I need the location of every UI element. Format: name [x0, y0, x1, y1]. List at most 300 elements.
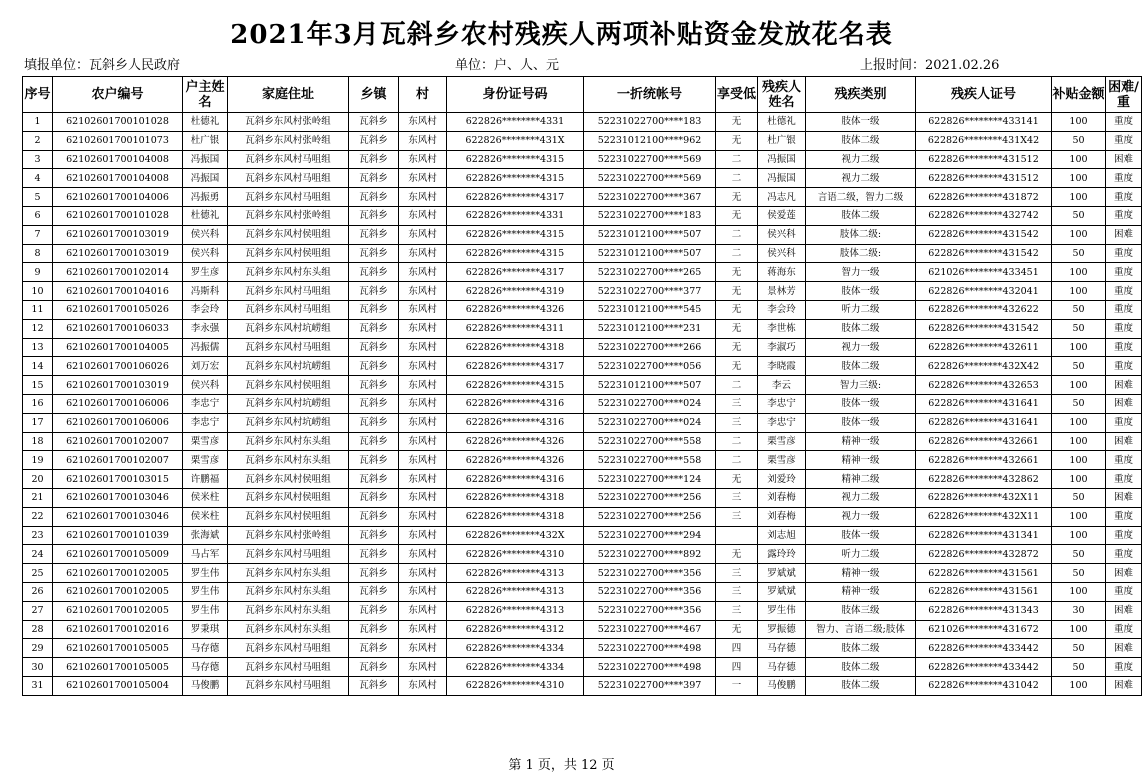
- table-cell: 50: [1052, 131, 1106, 150]
- table-cell: 62102601700102005: [53, 564, 183, 583]
- table-cell: 侯米柱: [183, 488, 228, 507]
- table-cell: 19: [23, 451, 53, 470]
- table-cell: 100: [1052, 150, 1106, 169]
- table-cell: 52231022700****397: [584, 676, 716, 695]
- table-cell: 瓦斜乡东风村马咀组: [228, 639, 349, 658]
- table-cell: 刘春梅: [758, 488, 806, 507]
- table-cell: 52231022700****356: [584, 601, 716, 620]
- table-cell: 东风村: [399, 206, 447, 225]
- table-cell: 622826********433442: [916, 658, 1052, 677]
- table-cell: 智力、言语二级;肢体: [806, 620, 916, 639]
- table-cell: 62102601700102007: [53, 451, 183, 470]
- table-cell: 622826********4334: [447, 639, 584, 658]
- table-cell: 李会玲: [758, 300, 806, 319]
- table-cell: 肢体二级: [806, 357, 916, 376]
- table-cell: 东风村: [399, 658, 447, 677]
- table-cell: 瓦斜乡东风村马咀组: [228, 188, 349, 207]
- table-row: [23, 169, 1142, 188]
- table-cell: 52231012100****507: [584, 244, 716, 263]
- table-cell: 瓦斜乡东风村马咀组: [228, 658, 349, 677]
- table-cell: 17: [23, 413, 53, 432]
- table-cell: 50: [1052, 319, 1106, 338]
- table-cell: 李世栋: [758, 319, 806, 338]
- table-cell: 重度: [1106, 526, 1142, 545]
- table-cell: 52231022700****294: [584, 526, 716, 545]
- table-cell: 100: [1052, 113, 1106, 132]
- table-cell: 东风村: [399, 169, 447, 188]
- col-header: 残疾人证号: [916, 77, 1052, 113]
- table-cell: 视力二级: [806, 488, 916, 507]
- table-row: [23, 263, 1142, 282]
- table-cell: 瓦斜乡: [349, 150, 399, 169]
- table-cell: 重度: [1106, 282, 1142, 301]
- table-cell: 瓦斜乡: [349, 658, 399, 677]
- table-cell: 李忠宁: [758, 394, 806, 413]
- filing-unit-label: 填报单位：瓦斜乡人民政府: [24, 58, 181, 73]
- table-row: [23, 188, 1142, 207]
- table-cell: 困难: [1106, 225, 1142, 244]
- table-cell: 马存德: [758, 639, 806, 658]
- table-cell: 10: [23, 282, 53, 301]
- table-row: [23, 206, 1142, 225]
- table-cell: 622826********431X: [447, 131, 584, 150]
- table-cell: 罗斌斌: [758, 582, 806, 601]
- table-cell: 622826********4317: [447, 263, 584, 282]
- col-header: 序号: [23, 77, 53, 113]
- table-cell: 马占军: [183, 545, 228, 564]
- table-cell: 东风村: [399, 338, 447, 357]
- table-cell: 重度: [1106, 451, 1142, 470]
- col-header: 残疾类别: [806, 77, 916, 113]
- table-cell: 52231022700****892: [584, 545, 716, 564]
- table-cell: 瓦斜乡东风村东头组: [228, 564, 349, 583]
- table-cell: 52231012100****231: [584, 319, 716, 338]
- col-header: 乡镇: [349, 77, 399, 113]
- table-cell: 27: [23, 601, 53, 620]
- table-cell: 52231022700****377: [584, 282, 716, 301]
- table-cell: 622826********4315: [447, 376, 584, 395]
- table-cell: 困难: [1106, 676, 1142, 695]
- table-cell: 困难: [1106, 150, 1142, 169]
- col-header: 村: [399, 77, 447, 113]
- table-cell: 622826********4315: [447, 150, 584, 169]
- table-cell: 62102601700101039: [53, 526, 183, 545]
- table-cell: 东风村: [399, 639, 447, 658]
- table-cell: 52231012100****507: [584, 376, 716, 395]
- table-cell: 肢体一级: [806, 113, 916, 132]
- table-cell: 21: [23, 488, 53, 507]
- table-cell: 622826********4316: [447, 394, 584, 413]
- table-cell: 重度: [1106, 357, 1142, 376]
- col-header: 农户编号: [53, 77, 183, 113]
- table-cell: 4: [23, 169, 53, 188]
- table-cell: 622826********431641: [916, 394, 1052, 413]
- table-cell: 重度: [1106, 206, 1142, 225]
- table-cell: 无: [716, 620, 758, 639]
- table-cell: 许鹏福: [183, 470, 228, 489]
- table-cell: 瓦斜乡东风村马咀组: [228, 150, 349, 169]
- table-cell: 52231022700****183: [584, 113, 716, 132]
- table-cell: 50: [1052, 244, 1106, 263]
- table-cell: 困难: [1106, 639, 1142, 658]
- table-row: [23, 150, 1142, 169]
- table-cell: 瓦斜乡东风村马咀组: [228, 338, 349, 357]
- table-cell: 困难: [1106, 488, 1142, 507]
- table-cell: 四: [716, 639, 758, 658]
- table-cell: 100: [1052, 582, 1106, 601]
- table-cell: 15: [23, 376, 53, 395]
- table-cell: 622826********4318: [447, 507, 584, 526]
- table-cell: 东风村: [399, 188, 447, 207]
- table-cell: 100: [1052, 451, 1106, 470]
- table-cell: 困难: [1106, 564, 1142, 583]
- table-cell: 瓦斜乡东风村东头组: [228, 432, 349, 451]
- table-cell: 景林芳: [758, 282, 806, 301]
- table-cell: 东风村: [399, 244, 447, 263]
- table-cell: 瓦斜乡: [349, 263, 399, 282]
- table-cell: 瓦斜乡东风村东头组: [228, 451, 349, 470]
- table-cell: 1: [23, 113, 53, 132]
- unit-measure-label: 单位：户、人、元: [455, 58, 560, 73]
- col-header: 身份证号码: [447, 77, 584, 113]
- table-cell: 100: [1052, 676, 1106, 695]
- table-cell: 冯斯科: [183, 282, 228, 301]
- table-cell: 听力二级: [806, 545, 916, 564]
- table-cell: 622826********4331: [447, 113, 584, 132]
- table-cell: 622826********431542: [916, 244, 1052, 263]
- table-cell: 22: [23, 507, 53, 526]
- table-cell: 18: [23, 432, 53, 451]
- table-cell: 瓦斜乡: [349, 564, 399, 583]
- table-cell: 瓦斜乡东风村马咀组: [228, 300, 349, 319]
- table-cell: 7: [23, 225, 53, 244]
- table-cell: 李忠宁: [758, 413, 806, 432]
- table-cell: 重度: [1106, 169, 1142, 188]
- table-cell: 622826********431542: [916, 319, 1052, 338]
- table-cell: 智力三级:: [806, 376, 916, 395]
- table-row: [23, 357, 1142, 376]
- table-cell: 李忠宁: [183, 413, 228, 432]
- table-cell: 精神二级: [806, 470, 916, 489]
- table-cell: 瓦斜乡: [349, 413, 399, 432]
- table-cell: 622826********432622: [916, 300, 1052, 319]
- table-cell: 三: [716, 488, 758, 507]
- table-cell: 重度: [1106, 338, 1142, 357]
- table-cell: 李淑巧: [758, 338, 806, 357]
- table-cell: 622826********4317: [447, 188, 584, 207]
- table-cell: 瓦斜乡: [349, 131, 399, 150]
- document-title: 2021年3月瓦斜乡农村残疾人两项补贴资金发放花名表: [230, 20, 893, 50]
- table-cell: 东风村: [399, 300, 447, 319]
- table-cell: 瓦斜乡东风村马咀组: [228, 676, 349, 695]
- table-cell: 50: [1052, 545, 1106, 564]
- table-cell: 重度: [1106, 244, 1142, 263]
- table-cell: 东风村: [399, 488, 447, 507]
- table-row: [23, 131, 1142, 150]
- table-cell: 侯兴科: [183, 376, 228, 395]
- table-cell: 622826********432862: [916, 470, 1052, 489]
- table-cell: 无: [716, 113, 758, 132]
- table-cell: 栗雪彦: [183, 451, 228, 470]
- table-cell: 52231022700****256: [584, 488, 716, 507]
- table-cell: 100: [1052, 376, 1106, 395]
- table-cell: 困难: [1106, 376, 1142, 395]
- table-cell: 冯振国: [758, 150, 806, 169]
- table-cell: 东风村: [399, 225, 447, 244]
- table-cell: 重度: [1106, 131, 1142, 150]
- table-cell: 622826********4310: [447, 545, 584, 564]
- table-cell: 100: [1052, 470, 1106, 489]
- table-cell: 瓦斜乡东风村侯咀组: [228, 376, 349, 395]
- table-cell: 瓦斜乡: [349, 545, 399, 564]
- table-cell: 罗生彦: [183, 263, 228, 282]
- table-row: [23, 507, 1142, 526]
- col-header: 残疾人姓名: [758, 77, 806, 113]
- table-cell: 100: [1052, 263, 1106, 282]
- table-cell: 29: [23, 639, 53, 658]
- table-cell: 622826********432661: [916, 451, 1052, 470]
- table-cell: 62102601700105004: [53, 676, 183, 695]
- table-cell: 62102601700104008: [53, 169, 183, 188]
- table-cell: 肢体二级: [806, 658, 916, 677]
- table-cell: 三: [716, 582, 758, 601]
- table-cell: 重度: [1106, 188, 1142, 207]
- table-cell: 瓦斜乡: [349, 601, 399, 620]
- table-cell: 13: [23, 338, 53, 357]
- table-cell: 14: [23, 357, 53, 376]
- report-date-label: 上报时间：2021.02.26: [860, 58, 1000, 73]
- table-cell: 重度: [1106, 620, 1142, 639]
- table-cell: 李会玲: [183, 300, 228, 319]
- table-cell: 622826********433141: [916, 113, 1052, 132]
- table-cell: 侯米柱: [183, 507, 228, 526]
- table-cell: 52231012100****962: [584, 131, 716, 150]
- table-cell: 622826********432X42: [916, 357, 1052, 376]
- table-cell: 瓦斜乡东风村坑崂组: [228, 357, 349, 376]
- table-cell: 东风村: [399, 263, 447, 282]
- table-cell: 重度: [1106, 113, 1142, 132]
- table-cell: 罗斌斌: [758, 564, 806, 583]
- table-cell: 无: [716, 300, 758, 319]
- table-cell: 52231022700****265: [584, 263, 716, 282]
- table-cell: 重度: [1106, 470, 1142, 489]
- table-cell: 11: [23, 300, 53, 319]
- table-cell: 东风村: [399, 601, 447, 620]
- table-cell: 视力一级: [806, 338, 916, 357]
- table-cell: 侯兴科: [183, 225, 228, 244]
- table-cell: 东风村: [399, 451, 447, 470]
- table-cell: 52231022700****558: [584, 451, 716, 470]
- table-cell: 62102601700102005: [53, 601, 183, 620]
- table-cell: 62102601700103046: [53, 488, 183, 507]
- col-header: 一折统帐号: [584, 77, 716, 113]
- table-cell: 62102601700103015: [53, 470, 183, 489]
- table-cell: 瓦斜乡: [349, 357, 399, 376]
- table-cell: 62102601700105026: [53, 300, 183, 319]
- table-cell: 东风村: [399, 113, 447, 132]
- table-cell: 重度: [1106, 545, 1142, 564]
- table-cell: 瓦斜乡: [349, 488, 399, 507]
- table-cell: 622826********4326: [447, 432, 584, 451]
- table-cell: 无: [716, 263, 758, 282]
- table-cell: 31: [23, 676, 53, 695]
- table-cell: 瓦斜乡东风村坑崂组: [228, 394, 349, 413]
- table-cell: 栗雪彦: [758, 451, 806, 470]
- table-cell: 9: [23, 263, 53, 282]
- table-cell: 瓦斜乡: [349, 338, 399, 357]
- table-row: [23, 451, 1142, 470]
- table-cell: 栗雪彦: [758, 432, 806, 451]
- table-cell: 622826********4310: [447, 676, 584, 695]
- table-cell: 二: [716, 451, 758, 470]
- col-header: 家庭住址: [228, 77, 349, 113]
- table-cell: 62102601700106006: [53, 413, 183, 432]
- table-cell: 杜德礼: [183, 113, 228, 132]
- table-cell: 肢体二级:: [806, 244, 916, 263]
- table-cell: 侯爱莲: [758, 206, 806, 225]
- table-cell: 无: [716, 470, 758, 489]
- table-row: [23, 413, 1142, 432]
- table-cell: 621026********431672: [916, 620, 1052, 639]
- table-cell: 瓦斜乡东风村张岭组: [228, 206, 349, 225]
- table-cell: 622826********4318: [447, 488, 584, 507]
- table-cell: 622826********432742: [916, 206, 1052, 225]
- table-cell: 622826********4319: [447, 282, 584, 301]
- table-row: [23, 376, 1142, 395]
- table-cell: 62102601700101028: [53, 113, 183, 132]
- table-cell: 62102601700101073: [53, 131, 183, 150]
- table-cell: 622826********431512: [916, 169, 1052, 188]
- table-cell: 621026********433451: [916, 263, 1052, 282]
- table-cell: 瓦斜乡东风村侯咀组: [228, 470, 349, 489]
- table-cell: 瓦斜乡: [349, 319, 399, 338]
- table-cell: 视力一级: [806, 507, 916, 526]
- table-row: [23, 470, 1142, 489]
- table-cell: 罗秉琪: [183, 620, 228, 639]
- table-cell: 622826********4312: [447, 620, 584, 639]
- table-cell: 肢体一级: [806, 282, 916, 301]
- table-cell: 622826********4326: [447, 451, 584, 470]
- table-cell: 东风村: [399, 564, 447, 583]
- table-cell: 52231022700****467: [584, 620, 716, 639]
- table-cell: 52231022700****558: [584, 432, 716, 451]
- table-cell: 20: [23, 470, 53, 489]
- table-cell: 100: [1052, 225, 1106, 244]
- table-cell: 三: [716, 413, 758, 432]
- table-cell: 东风村: [399, 526, 447, 545]
- table-cell: 瓦斜乡东风村侯咀组: [228, 507, 349, 526]
- table-cell: 重度: [1106, 658, 1142, 677]
- table-cell: 一: [716, 676, 758, 695]
- table-row: [23, 545, 1142, 564]
- table-cell: 622826********4313: [447, 564, 584, 583]
- table-cell: 62102601700106033: [53, 319, 183, 338]
- table-cell: 露玲玲: [758, 545, 806, 564]
- table-row: [23, 113, 1142, 132]
- table-cell: 无: [716, 206, 758, 225]
- table-cell: 肢体二级: [806, 319, 916, 338]
- table-row: [23, 244, 1142, 263]
- table-cell: 肢体二级: [806, 131, 916, 150]
- table-cell: 622826********431042: [916, 676, 1052, 695]
- table-cell: 重度: [1106, 300, 1142, 319]
- table-cell: 精神一级: [806, 451, 916, 470]
- table-cell: 瓦斜乡: [349, 282, 399, 301]
- table-cell: 瓦斜乡东风村东头组: [228, 620, 349, 639]
- table-cell: 东风村: [399, 582, 447, 601]
- table-cell: 重度: [1106, 582, 1142, 601]
- table-cell: 李忠宁: [183, 394, 228, 413]
- table-cell: 瓦斜乡东风村坑崂组: [228, 413, 349, 432]
- table-cell: 瓦斜乡: [349, 639, 399, 658]
- table-cell: 困难: [1106, 601, 1142, 620]
- table-cell: 瓦斜乡: [349, 113, 399, 132]
- table-cell: 瓦斜乡: [349, 526, 399, 545]
- table-cell: 24: [23, 545, 53, 564]
- table-cell: 622826********4316: [447, 413, 584, 432]
- table-cell: 瓦斜乡: [349, 376, 399, 395]
- table-cell: 622826********4313: [447, 601, 584, 620]
- table-cell: 瓦斜乡: [349, 206, 399, 225]
- table-cell: 肢体二级: [806, 639, 916, 658]
- table-cell: 冯振勇: [183, 188, 228, 207]
- table-row: [23, 282, 1142, 301]
- table-cell: 622826********4316: [447, 470, 584, 489]
- table-cell: 622826********432X11: [916, 507, 1052, 526]
- table-cell: 52231012100****507: [584, 225, 716, 244]
- table-cell: 肢体一级: [806, 394, 916, 413]
- table-row: [23, 676, 1142, 695]
- table-cell: 东风村: [399, 150, 447, 169]
- table-cell: 肢体一级: [806, 413, 916, 432]
- table-cell: 瓦斜乡东风村坑崂组: [228, 319, 349, 338]
- table-cell: 622826********4334: [447, 658, 584, 677]
- table-cell: [716, 526, 758, 545]
- table-cell: 62102601700102016: [53, 620, 183, 639]
- table-cell: 52231022700****569: [584, 169, 716, 188]
- table-cell: 瓦斜乡东风村张岭组: [228, 131, 349, 150]
- table-row: [23, 658, 1142, 677]
- table-cell: 精神一级: [806, 432, 916, 451]
- table-cell: 50: [1052, 206, 1106, 225]
- table-cell: 三: [716, 564, 758, 583]
- table-cell: 东风村: [399, 620, 447, 639]
- table-cell: 50: [1052, 488, 1106, 507]
- table-cell: 杜德礼: [758, 113, 806, 132]
- table-cell: 智力一级: [806, 263, 916, 282]
- table-cell: 23: [23, 526, 53, 545]
- table-cell: 困难: [1106, 432, 1142, 451]
- table-cell: 重度: [1106, 413, 1142, 432]
- table-cell: 62102601700105005: [53, 639, 183, 658]
- table-cell: 100: [1052, 507, 1106, 526]
- table-cell: 瓦斜乡: [349, 582, 399, 601]
- table-cell: 四: [716, 658, 758, 677]
- table-cell: 瓦斜乡: [349, 169, 399, 188]
- table-cell: 100: [1052, 169, 1106, 188]
- table-cell: 冯振国: [183, 169, 228, 188]
- table-cell: 瓦斜乡: [349, 394, 399, 413]
- table-cell: 12: [23, 319, 53, 338]
- table-cell: 马存德: [183, 639, 228, 658]
- table-cell: 瓦斜乡东风村侯咀组: [228, 225, 349, 244]
- page-footer: 第 1 页，共 12 页: [508, 758, 615, 773]
- table-cell: 8: [23, 244, 53, 263]
- table-cell: 视力二级: [806, 150, 916, 169]
- table-cell: 622826********4318: [447, 338, 584, 357]
- table-cell: 刘万宏: [183, 357, 228, 376]
- col-header: 户主姓名: [183, 77, 228, 113]
